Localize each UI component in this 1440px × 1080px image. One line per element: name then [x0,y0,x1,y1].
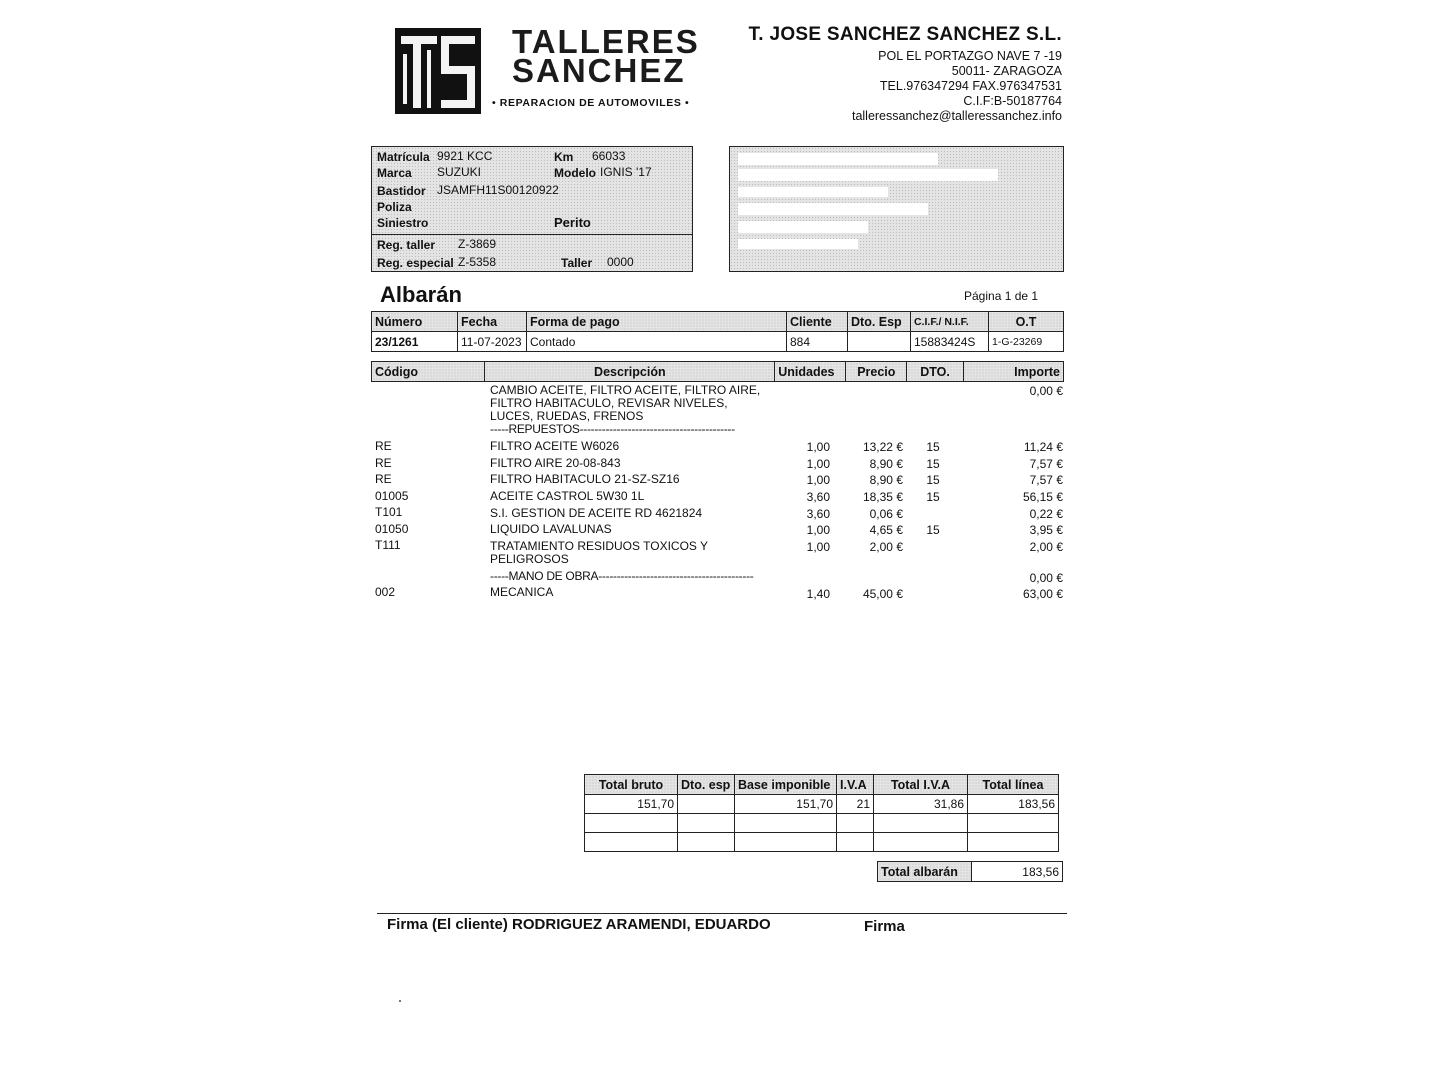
item-amount: 11,24 € [1023,440,1063,454]
modelo-label: Modelo [554,166,596,180]
fecha-value: 11-07-2023 [458,332,527,352]
items-table-header [371,361,1064,382]
empty-cell [678,814,735,833]
reg-especial-value: Z-5358 [458,255,497,269]
reg-taller-value: Z-3869 [458,237,497,251]
empty-cell [735,814,837,833]
item-units: 1,00 [806,457,830,471]
empty-cell [874,833,968,852]
col-cif-header: C.I.F./ N.I.F. [911,312,989,332]
col-importe-header: Importe [963,362,1063,382]
col-unidades-header: Unidades [775,362,846,382]
item-description-line: MECANICA [490,585,554,599]
item-amount: 63,00 € [1022,587,1063,601]
item-description-line: PELIGROSOS [490,552,569,566]
col-total-linea-header: Total línea [968,775,1059,795]
col-fecha-header: Fecha [458,312,527,332]
item-code: 01050 [375,522,409,536]
km-label: Km [554,150,574,164]
matricula-label: Matrícula [377,150,430,164]
item-amount: 2,00 € [1029,540,1063,554]
item-units: 3,60 [806,507,830,521]
item-description-line: S.I. GESTION DE ACEITE RD 4621824 [490,506,703,520]
total-bruto-value: 151,70 [585,795,678,814]
poliza-label: Poliza [377,200,412,214]
total-iva-value: 31,86 [874,795,968,814]
col-ot-header: O.T [989,312,1064,332]
siniestro-label: Siniestro [377,216,429,230]
matricula-value: 9921 KCC [437,149,493,163]
item-code: T101 [375,505,403,519]
col-cliente-header: Cliente [787,312,848,332]
item-code: T111 [375,538,401,552]
marca-value: SUZUKI [437,165,482,179]
item-price: 8,90 € [869,457,903,471]
col-descripcion-header: Descripción [485,362,775,382]
company-logo [395,28,481,114]
document-header-table [371,311,1064,352]
section-separator-mano-obra: -----MANO DE OBRA------------------------------------------ [490,569,754,583]
item-amount: 0,00 € [1029,571,1063,585]
company-phone: TEL.976347294 FAX.976347531 [879,79,1062,93]
item-price: 8,90 € [869,473,903,487]
item-price: 13,22 € [862,440,903,454]
brand-name-line2: SANCHEZ [512,52,686,89]
grand-total-table [877,861,1063,882]
col-total-bruto-header: Total bruto [585,775,678,795]
client-info-box [729,146,1064,272]
item-amount: 0,00 € [1029,384,1063,398]
cif-value: 15883424S [911,332,989,352]
item-discount: 15 [926,523,940,537]
km-value: 66033 [592,149,626,163]
item-units: 1,40 [806,587,830,601]
col-dto-header: DTO. [907,362,964,382]
item-description-line: CAMBIO ACEITE, FILTRO ACEITE, FILTRO AIRE, [490,383,761,397]
iva-value: 21 [837,795,874,814]
page-indicator: Página 1 de 1 [964,289,1039,303]
reg-especial-label: Reg. especial [377,256,454,270]
item-description-line: TRATAMIENTO RESIDUOS TOXICOS Y [490,539,709,553]
ot-value: 1-G-23269 [989,332,1064,352]
company-name: T. JOSE SANCHEZ SANCHEZ S.L. [748,24,1062,45]
item-units: 3,60 [806,490,830,504]
empty-cell [837,814,874,833]
perito-label: Perito [554,215,591,230]
cliente-value: 884 [787,332,848,352]
grand-total-value: 183,56 [972,862,1063,882]
dto-esp-value [848,332,911,352]
empty-cell [678,833,735,852]
item-description-line: FILTRO AIRE 20-08-843 [490,456,621,470]
reg-taller-label: Reg. taller [377,238,436,252]
empty-cell [585,833,678,852]
col-dto-esp-total-header: Dto. esp [678,775,735,795]
section-separator-repuestos: -----REPUESTOS------------------------------------------ [490,422,735,436]
col-dto-esp-header: Dto. Esp [848,312,911,332]
company-email: talleressanchez@talleressanchez.info [851,109,1062,123]
brand-name-line1: TALLERES [512,23,700,60]
item-units: 1,00 [806,440,830,454]
item-code: 002 [375,585,396,599]
redacted-block [738,221,868,233]
modelo-value: IGNIS '17 [600,165,652,179]
client-signature-label: Firma (El cliente) RODRIGUEZ ARAMENDI, EDUARDO [387,916,771,933]
empty-cell [874,814,968,833]
redacted-block [738,187,888,197]
numero-value: 23/1261 [372,332,458,352]
item-description-line: FILTRO HABITACULO 21-SZ-SZ16 [490,472,680,486]
redacted-block [738,169,998,181]
item-amount: 3,95 € [1029,523,1063,537]
redacted-block [738,239,858,249]
item-price: 2,00 € [869,540,903,554]
company-address-line2: 50011- ZARAGOZA [951,64,1062,78]
empty-cell [968,833,1059,852]
company-cif: C.I.F:B-50187764 [963,94,1062,108]
redacted-block [738,153,938,165]
item-description-line: ACEITE CASTROL 5W30 1L [490,489,645,503]
empty-cell [735,833,837,852]
item-code: 01005 [375,489,409,503]
item-units: 1,00 [806,540,830,554]
item-discount: 15 [926,440,940,454]
item-code: RE [375,472,392,486]
col-iva-header: I.V.A [837,775,874,795]
item-price: 4,65 € [869,523,903,537]
item-amount: 7,57 € [1029,473,1063,487]
item-code: RE [375,456,392,470]
scan-speck [399,1000,401,1002]
item-units: 1,00 [806,473,830,487]
col-forma-pago-header: Forma de pago [527,312,787,332]
grand-total-label: Total albarán [878,862,972,882]
item-amount: 7,57 € [1029,457,1063,471]
item-price: 0,06 € [869,507,903,521]
item-price: 45,00 € [862,587,903,601]
bastidor-value: JSAMFH11S00120922 [437,183,559,197]
empty-cell [585,814,678,833]
signature-rule [377,913,1067,914]
col-base-imponible-header: Base imponible [735,775,837,795]
empty-cell [968,814,1059,833]
dto-esp-total-value [678,795,735,814]
col-numero-header: Número [372,312,458,332]
empty-cell [837,833,874,852]
item-description-line: LUCES, RUEDAS, FRENOS [490,409,644,423]
company-address-line1: POL EL PORTAZGO NAVE 7 -19 [878,49,1062,63]
total-linea-value: 183,56 [968,795,1059,814]
item-discount: 15 [926,457,940,471]
firma-label: Firma [864,918,905,935]
item-price: 18,35 € [862,490,903,504]
redacted-block [738,203,928,215]
document-title: Albarán [380,282,462,307]
item-description-line: FILTRO ACEITE W6026 [490,439,620,453]
forma-pago-value: Contado [527,332,787,352]
brand-tagline: • REPARACION DE AUTOMOVILES • [492,97,690,109]
taller-label: Taller [561,256,593,270]
item-code: RE [375,439,392,453]
base-imponible-value: 151,70 [735,795,837,814]
marca-label: Marca [377,166,412,180]
item-description-line: LIQUIDO LAVALUNAS [490,522,612,536]
col-total-iva-header: Total I.V.A [874,775,968,795]
totals-table [584,774,1059,852]
bastidor-label: Bastidor [377,184,426,198]
item-discount: 15 [926,473,940,487]
vehicle-box-divider [371,234,693,235]
item-amount: 0,22 € [1029,507,1063,521]
col-precio-header: Precio [846,362,907,382]
taller-value: 0000 [607,255,634,269]
item-units: 1,00 [806,523,830,537]
item-discount: 15 [926,490,940,504]
col-codigo-header: Código [372,362,485,382]
item-description-line: FILTRO HABITACULO, REVISAR NIVELES, [490,396,728,410]
item-amount: 56,15 € [1022,490,1063,504]
